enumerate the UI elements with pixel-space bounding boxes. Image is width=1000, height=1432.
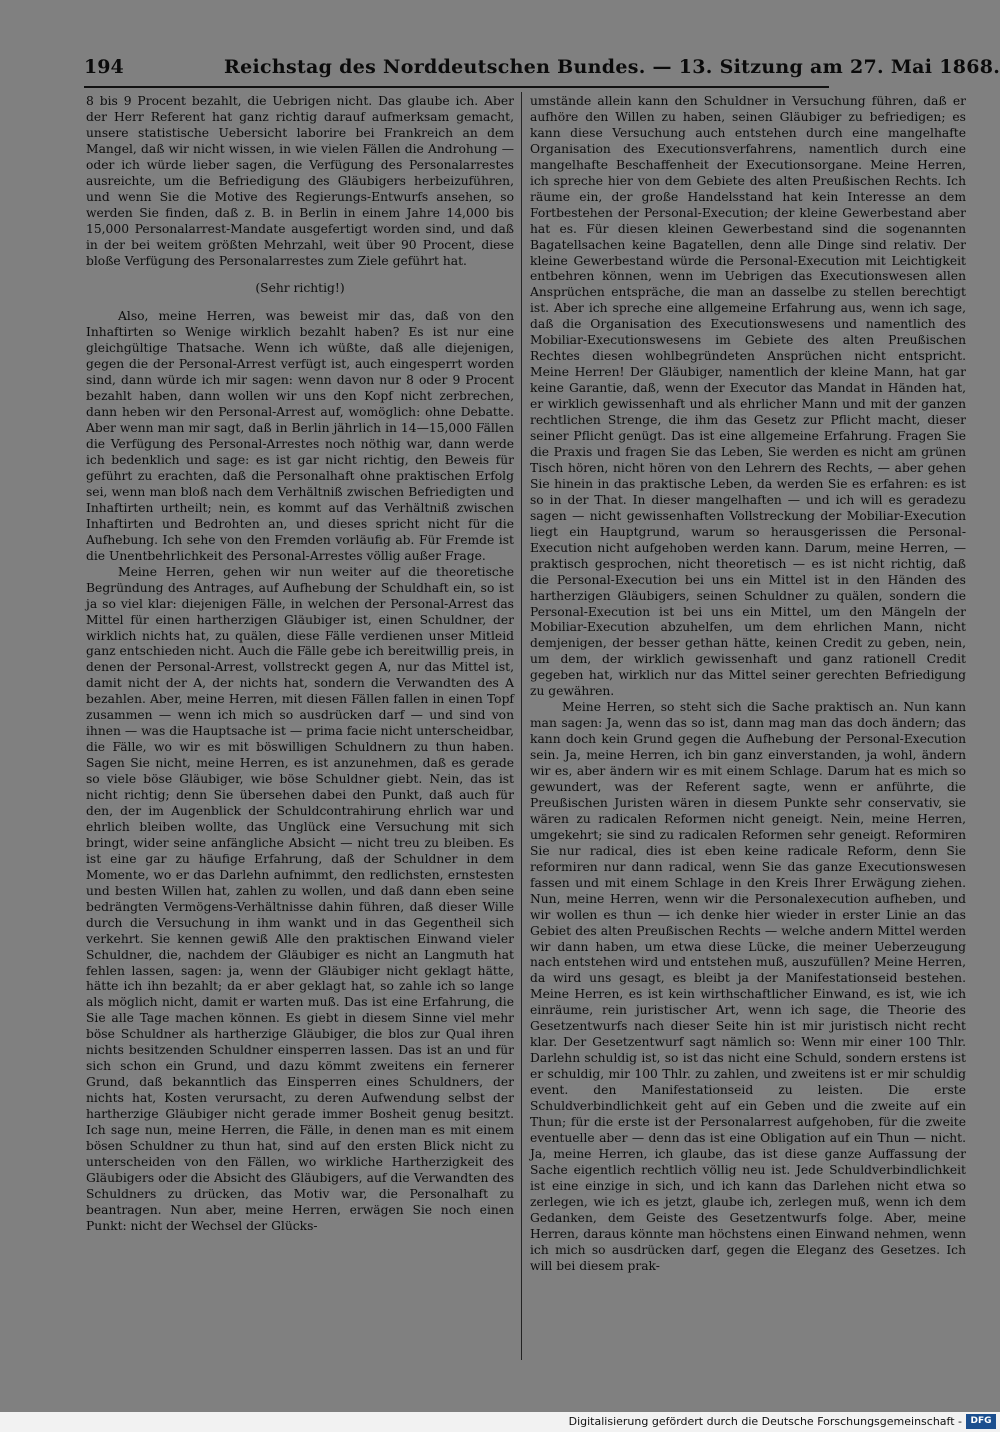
paragraph: Meine Herren, gehen wir nun weiter auf die theoretische Begründung des Antrages, auf Aufhebung der Schuldhaft ein, so ist ja so viel klar: diejenigen Fälle, in welchen der Personal-Arrest das Mittel für einen hartherzigen Gläubiger ist, einen Schuldner, der wirklich nichts hat, zu quälen, diese Fälle verdienen unser Mitleid ganz entschieden nicht. Auch die Fälle gebe ich bereitwillig preis, in denen der Personal-Arrest, vollstreckt gegen A, nur das Mittel ist, damit nicht der A, der nichts hat, sondern die Verwandten des A bezahlen. Aber, meine Herren, mit diesen Fällen fallen in einen Topf zusammen — wenn ich mich so ausdrücken darf — und sind von ihnen — was die Hauptsache ist — prima facie nicht unterscheidbar, die Fälle, wo wir es mit böswilligen Schuldnern zu thun haben. Sagen Sie nicht, meine Herren, es ist anzunehmen, daß es gerade so viele böse Gläubiger, wie böse Schuldner giebt. Nein, das ist nicht richtig; denn Sie übersehen dabei den Punkt, daß auch für den, der im Augenblick der Schuldcontrahirung ehrlich war und ehrlich bleiben wollte, das Unglück eine Versuchung mit sich bringt, wider seine anfängliche Absicht — nicht treu zu bleiben. Es ist eine gar zu häufige Erfahrung, daß der Schuldner in dem Momente, wo er das Darlehn aufnimmt, den redlichsten, ernstesten und besten Willen hat, zahlen zu wollen, und daß dann eben seine bedrängten Vermögens-Verhältnisse dahin führen, daß dieser Wille durch die Versuchung in ihm wankt und in das Gegentheil sich verkehrt. Sie kennen gewiß Alle den praktischen Einwand vieler Schuldner, die, nachdem der Gläubiger es nicht an Langmuth hat fehlen lassen, sagen: ja, wenn der Gläubiger nicht geklagt hätte, hätte ich ihn bezahlt; da er aber geklagt hat, so zahle ich so lange als möglich nicht, damit er warten muß. Das ist eine Erfahrung, die Sie alle Tage machen können. Es giebt in diesem Sinne viel mehr böse Schuldner als hartherzige Gläubiger, die blos zur Qual ihren nichts besitzenden Schuldner einsperren lassen. Das ist an und für sich schon ein Grund, und dazu kömmt zweitens ein fernerer Grund, daß bekanntlich das Einsperren eines Schuldners, der nichts hat, Kosten verursacht, zu deren Aufwendung selbst der hartherzige Gläubiger nicht gerade immer Bosheit genug besitzt. Ich sage nun, meine Herren, die Fälle, in denen man es mit einem bösen Schuldner zu thun hat, sind auf den ersten Blick nicht zu unterscheiden von den Fällen, wo wirkliche Hartherzigkeit des Gläubigers oder die Absicht des Gläubigers, auf die Verwandten des Schuldners zu drücken, das Motiv war, die Personalhaft zu beantragen. Nun aber, meine Herren, erwägen Sie noch einen Punkt: nicht der Wechsel der Glücks- [86, 564, 514, 1233]
paragraph: umstände allein kann den Schuldner in Versuchung führen, daß er aufhöre den Willen zu haben, seinen Gläubiger zu befriedigen; es kann diese Versuchung auch entstehen durch eine mangelhafte Organisation des Executionsverfahrens, namentlich durch eine mangelhafte Beschaffenheit der Executionsorgane. Meine Herren, ich spreche hier von dem Gebiete des alten Preußischen Rechts. Ich räume ein, der große Handelsstand hat kein Interesse an dem Fortbestehen der Personal-Execution; der kleine Gewerbestand aber hat es. Für diesen kleinen Gewerbestand sind die sogenannten Bagatellsachen keine Bagatellen, denn alle Dinge sind relativ. Der kleine Gewerbestand würde die Personal-Execution mit Leichtigkeit entbehren können, wenn im Uebrigen das Executionswesen allen Ansprüchen entspräche, die man an dasselbe zu stellen berechtigt ist. Aber ich spreche eine allgemeine Erfahrung aus, wenn ich sage, daß die Organisation des Executionswesens und namentlich des Mobiliar-Executionswesens im Gebiete des alten Preußischen Rechtes diesen wohlbegründeten Ansprüchen nicht entspricht. Meine Herren! Der Gläubiger, namentlich der kleine Mann, hat gar keine Garantie, daß, wenn der Executor das Mandat in Händen hat, er wirklich gewissenhaft und als ehrlicher Mann und mit der ganzen rechtlichen Strenge, die ihm das Gesetz zur Pflicht macht, dieser seiner Pflicht genügt. Das ist eine allgemeine Erfahrung. Fragen Sie die Praxis und fragen Sie das Leben, Sie werden es nicht am grünen Tisch hören, nicht hören von den Lehrern des Rechts, — aber gehen Sie hinein in das praktische Leben, da werden Sie es erfahren: es ist so in der That. In dieser mangelhaften — und ich will es geradezu sagen — nicht gewissenhaften Vollstreckung der Mobiliar-Execution liegt ein Hauptgrund, warum so herausgerissen die Personal-Execution nicht aufgehoben werden kann. Darum, meine Herren, — praktisch gesprochen, nicht theoretisch — es ist nicht richtig, daß die Personal-Execution bei uns ein Mittel ist in den Händen des hartherzigen Gläubigers, seinen Schuldner zu quälen, sondern die Personal-Execution ist bei uns ein Mittel, um den Mängeln der Mobiliar-Execution abzuhelfen, um dem ehrlichen Mann, nicht demjenigen, der besser gethan hätte, keinen Credit zu geben, nein, um dem, der wirklich gewissenhaft und ganz rationell Credit gegeben hat, wirklich nur das Mittel seiner gerechten Befriedigung zu gewähren. [530, 94, 966, 699]
running-header [84, 56, 1000, 82]
header-rule [84, 86, 829, 88]
running-title: Reichstag des Norddeutschen Bundes. — 13. Sitzung am 27. Mai 1868. [224, 56, 1000, 78]
paragraph: Also, meine Herren, was beweist mir das, daß von den Inhaftirten so Wenige wirklich bezahlt haben? Es ist nur eine gleichgültige Thatsache. Wenn ich wüßte, daß alle diejenigen, gegen die der Personal-Arrest verfügt ist, auch eingesperrt worden sind, dann würde ich mir sagen: wenn davon nur 8 oder 9 Procent bezahlt haben, dann wollen wir uns den Kopf nicht zerbrechen, dann heben wir den Personal-Arrest auf, womöglich: ohne Debatte. Aber wenn man mir sagt, daß in Berlin jährlich in 14—15,000 Fällen die Verfügung des Personal-Arrestes noch nöthig war, dann werde ich bedenklich und sage: es ist gar nicht richtig, den Beweis für geführt zu erachten, daß die Personalhaft ohne praktischen Erfolg sei, wenn man bloß nach dem Verhältniß zwischen Befriedigten und Inhaftirten urtheilt; nein, es kommt auf das Verhältniß zwischen Inhaftirten und Bedrohten an, und dieses spricht nicht für die Aufhebung. Ich sehe von den Fremden vorläufig ab. Für Fremde ist die Unentbehrlichkeit des Personal-Arrestes völlig außer Frage. [86, 309, 514, 563]
paragraph: 8 bis 9 Procent bezahlt, die Uebrigen nicht. Das glaube ich. Aber der Herr Referent hat ganz richtig darauf aufmerksam gemacht, unsere statistische Uebersicht laborire bei Frankreich an dem Mangel, daß wir nicht wissen, in wie vielen Fällen die Androhung — oder ich würde lieber sagen, die Verfügung des Personalarrestes ausreichte, um die Befriedigung des Gläubigers herbeizuführen, und wenn Sie die Motive des Regierungs-Entwurfs ansehen, so werden Sie finden, daß z. B. in Berlin in einem Jahre 14,000 bis 15,000 Personalarrest-Mandate ausgefertigt worden sind, und daß in der bei weitem größten Mehrzahl, weit über 90 Procent, diese bloße Verfügung des Personalarrestes zum Ziele geführt hat. [86, 94, 514, 268]
dfg-logo: DFG [966, 1414, 996, 1429]
column-separator [521, 92, 522, 1360]
left-column [86, 94, 514, 1235]
page-number: 194 [84, 56, 124, 78]
paragraph: Meine Herren, so steht sich die Sache praktisch an. Nun kann man sagen: Ja, wenn das so ist, dann mag man das doch ändern; das kann doch kein Grund gegen die Aufhebung der Personal-Execution sein. Ja, meine Herren, ich bin ganz einverstanden, ja wohl, ändern wir es, aber ändern wir es mit einem Schlage. Darum hat es mich so gewundert, was der Referent sagte, wenn er anführte, die Preußischen Juristen wären in diesem Punkte sehr conservativ, sie wären zu radicalen Reformen nicht geneigt. Nein, meine Herren, umgekehrt; sie sind zu radicalen Reformen sehr geneigt. Reformiren Sie nur radical, dies ist eben keine radicale Reform, denn Sie reformiren nur dann radical, wenn Sie das ganze Executionswesen fassen und mit einem Schlage in den Kreis Ihrer Erwägung ziehen. Nun, meine Herren, wenn wir die Personalexecution aufheben, und wir wollen es thun — ich denke hier wieder in erster Linie an das Gebiet des alten Preußischen Rechts — welche andern Mittel werden wir dann haben, um etwa diese Lücke, die meiner Ueberzeugung nach entstehen wird und entstehen muß, auszufüllen? Meine Herren, da wird uns gesagt, es bleibt ja der Manifestationseid bestehen. Meine Herren, es ist kein wirthschaftlicher Einwand, es ist, wie ich einräume, rein juristischer Art, wenn ich sage, die Theorie des Gesetzentwurfs nach dieser Seite hin ist mir juristisch nicht recht klar. Der Gesetzentwurf sagt nämlich so: Wenn mir einer 100 Thlr. Darlehn schuldig ist, so ist das nicht eine Schuld, sondern erstens ist er schuldig, mir 100 Thlr. zu zahlen, und zweitens ist er mir schuldig event. den Manifestationseid zu leisten. Die erste Schuldverbindlichkeit geht auf ein Geben und die zweite auf ein Thun; für die erste ist der Personalarrest aufgehoben, für die zweite eventuelle aber — denn das ist eine Obligation auf ein Thun — nicht. Ja, meine Herren, ich glaube, das ist diese ganze Auffassung der Sache eigentlich rechtlich völlig neu ist. Jede Schuldverbindlichkeit ist eine einzige in sich, und ich kann das Darlehen nicht etwa so zerlegen, wie ich es jetzt, glaube ich, zerlegen muß, wenn ich dem Gedanken, dem Geiste des Gesetzentwurfs folge. Aber, meine Herren, daraus könnte man höchstens einen Einwand nehmen, wenn ich mich so ausdrücken darf, gegen die Eleganz des Gesetzes. Ich will bei diesem prak- [530, 700, 966, 1273]
footer-bar [0, 1412, 1000, 1432]
interjection: (Sehr richtig!) [255, 281, 345, 296]
digitization-credit: Digitalisierung gefördert durch die Deutsche Forschungsgemeinschaft - [568, 1415, 962, 1428]
right-column [530, 94, 966, 1275]
